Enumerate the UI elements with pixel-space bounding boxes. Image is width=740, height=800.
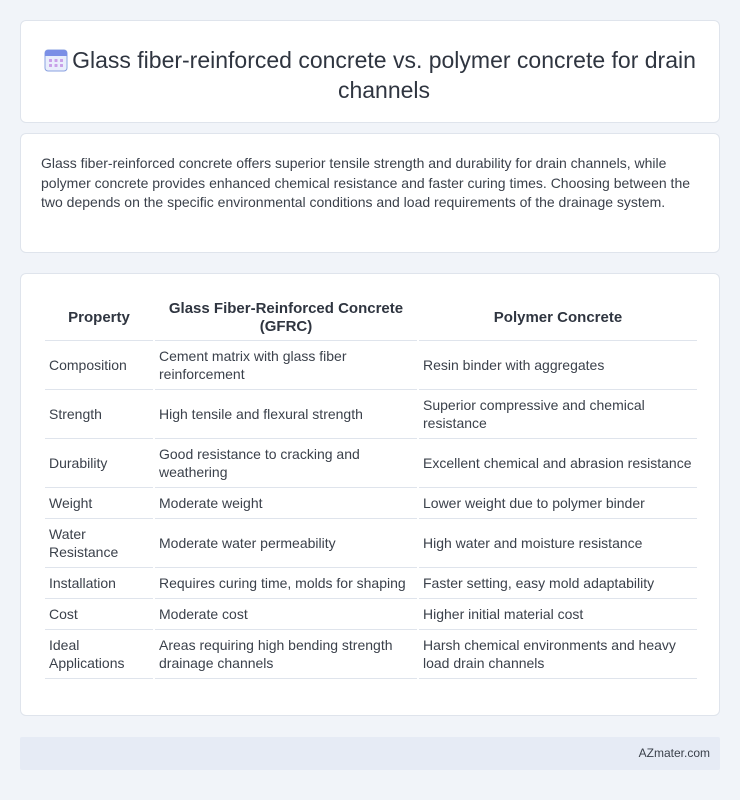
row-polymer: Higher initial material cost — [419, 599, 697, 630]
row-property: Ideal Applications — [45, 630, 153, 679]
table-row — [45, 488, 697, 519]
header-polymer: Polymer Concrete — [419, 296, 697, 341]
row-gfrc: Areas requiring high bending strength drainage channels — [155, 630, 417, 679]
table-row — [45, 568, 697, 599]
header-property: Property — [45, 296, 153, 341]
row-gfrc: High tensile and flexural strength — [155, 390, 417, 439]
row-polymer: High water and moisture resistance — [419, 519, 697, 568]
row-polymer: Resin binder with aggregates — [419, 341, 697, 390]
intro-text: Glass fiber-reinforced concrete offers superior tensile strength and durability for drain channels, while polymer concrete provides enhanced chemical resistance and faster curing times. Choosing between the two depends on the specific environmental conditions and load requirements of the drainage system. — [41, 155, 691, 210]
row-property: Durability — [45, 439, 153, 488]
row-gfrc: Good resistance to cracking and weathering — [155, 439, 417, 488]
row-property: Composition — [45, 341, 153, 390]
row-gfrc: Moderate weight — [155, 488, 417, 519]
table-row — [45, 519, 697, 568]
row-gfrc: Moderate water permeability — [155, 519, 417, 568]
row-polymer: Lower weight due to polymer binder — [419, 488, 697, 519]
row-polymer: Superior compressive and chemical resistance — [419, 390, 697, 439]
footer-bar — [20, 737, 720, 770]
table-row — [45, 439, 697, 488]
row-gfrc: Cement matrix with glass fiber reinforcement — [155, 341, 417, 390]
row-gfrc: Requires curing time, molds for shaping — [155, 568, 417, 599]
comparison-table-card — [20, 273, 720, 716]
intro-card — [20, 133, 720, 253]
header-gfrc: Glass Fiber-Reinforced Concrete (GFRC) — [155, 296, 417, 341]
table-row — [45, 630, 697, 679]
table-row — [45, 390, 697, 439]
row-property: Water Resistance — [45, 519, 153, 568]
row-property: Strength — [45, 390, 153, 439]
table-row — [45, 599, 697, 630]
footer-site-link[interactable]: AZmater.com — [638, 746, 710, 760]
page-title: Glass fiber-reinforced concrete vs. polymer concrete for drain channels — [72, 47, 696, 103]
table-header-row — [45, 296, 697, 341]
row-polymer: Excellent chemical and abrasion resistance — [419, 439, 697, 488]
row-property: Cost — [45, 599, 153, 630]
row-property: Installation — [45, 568, 153, 599]
row-polymer: Harsh chemical environments and heavy load drain channels — [419, 630, 697, 679]
comparison-table — [43, 296, 699, 679]
row-gfrc: Moderate cost — [155, 599, 417, 630]
title-card — [20, 20, 720, 123]
row-polymer: Faster setting, easy mold adaptability — [419, 568, 697, 599]
table-row — [45, 341, 697, 390]
row-property: Weight — [45, 488, 153, 519]
